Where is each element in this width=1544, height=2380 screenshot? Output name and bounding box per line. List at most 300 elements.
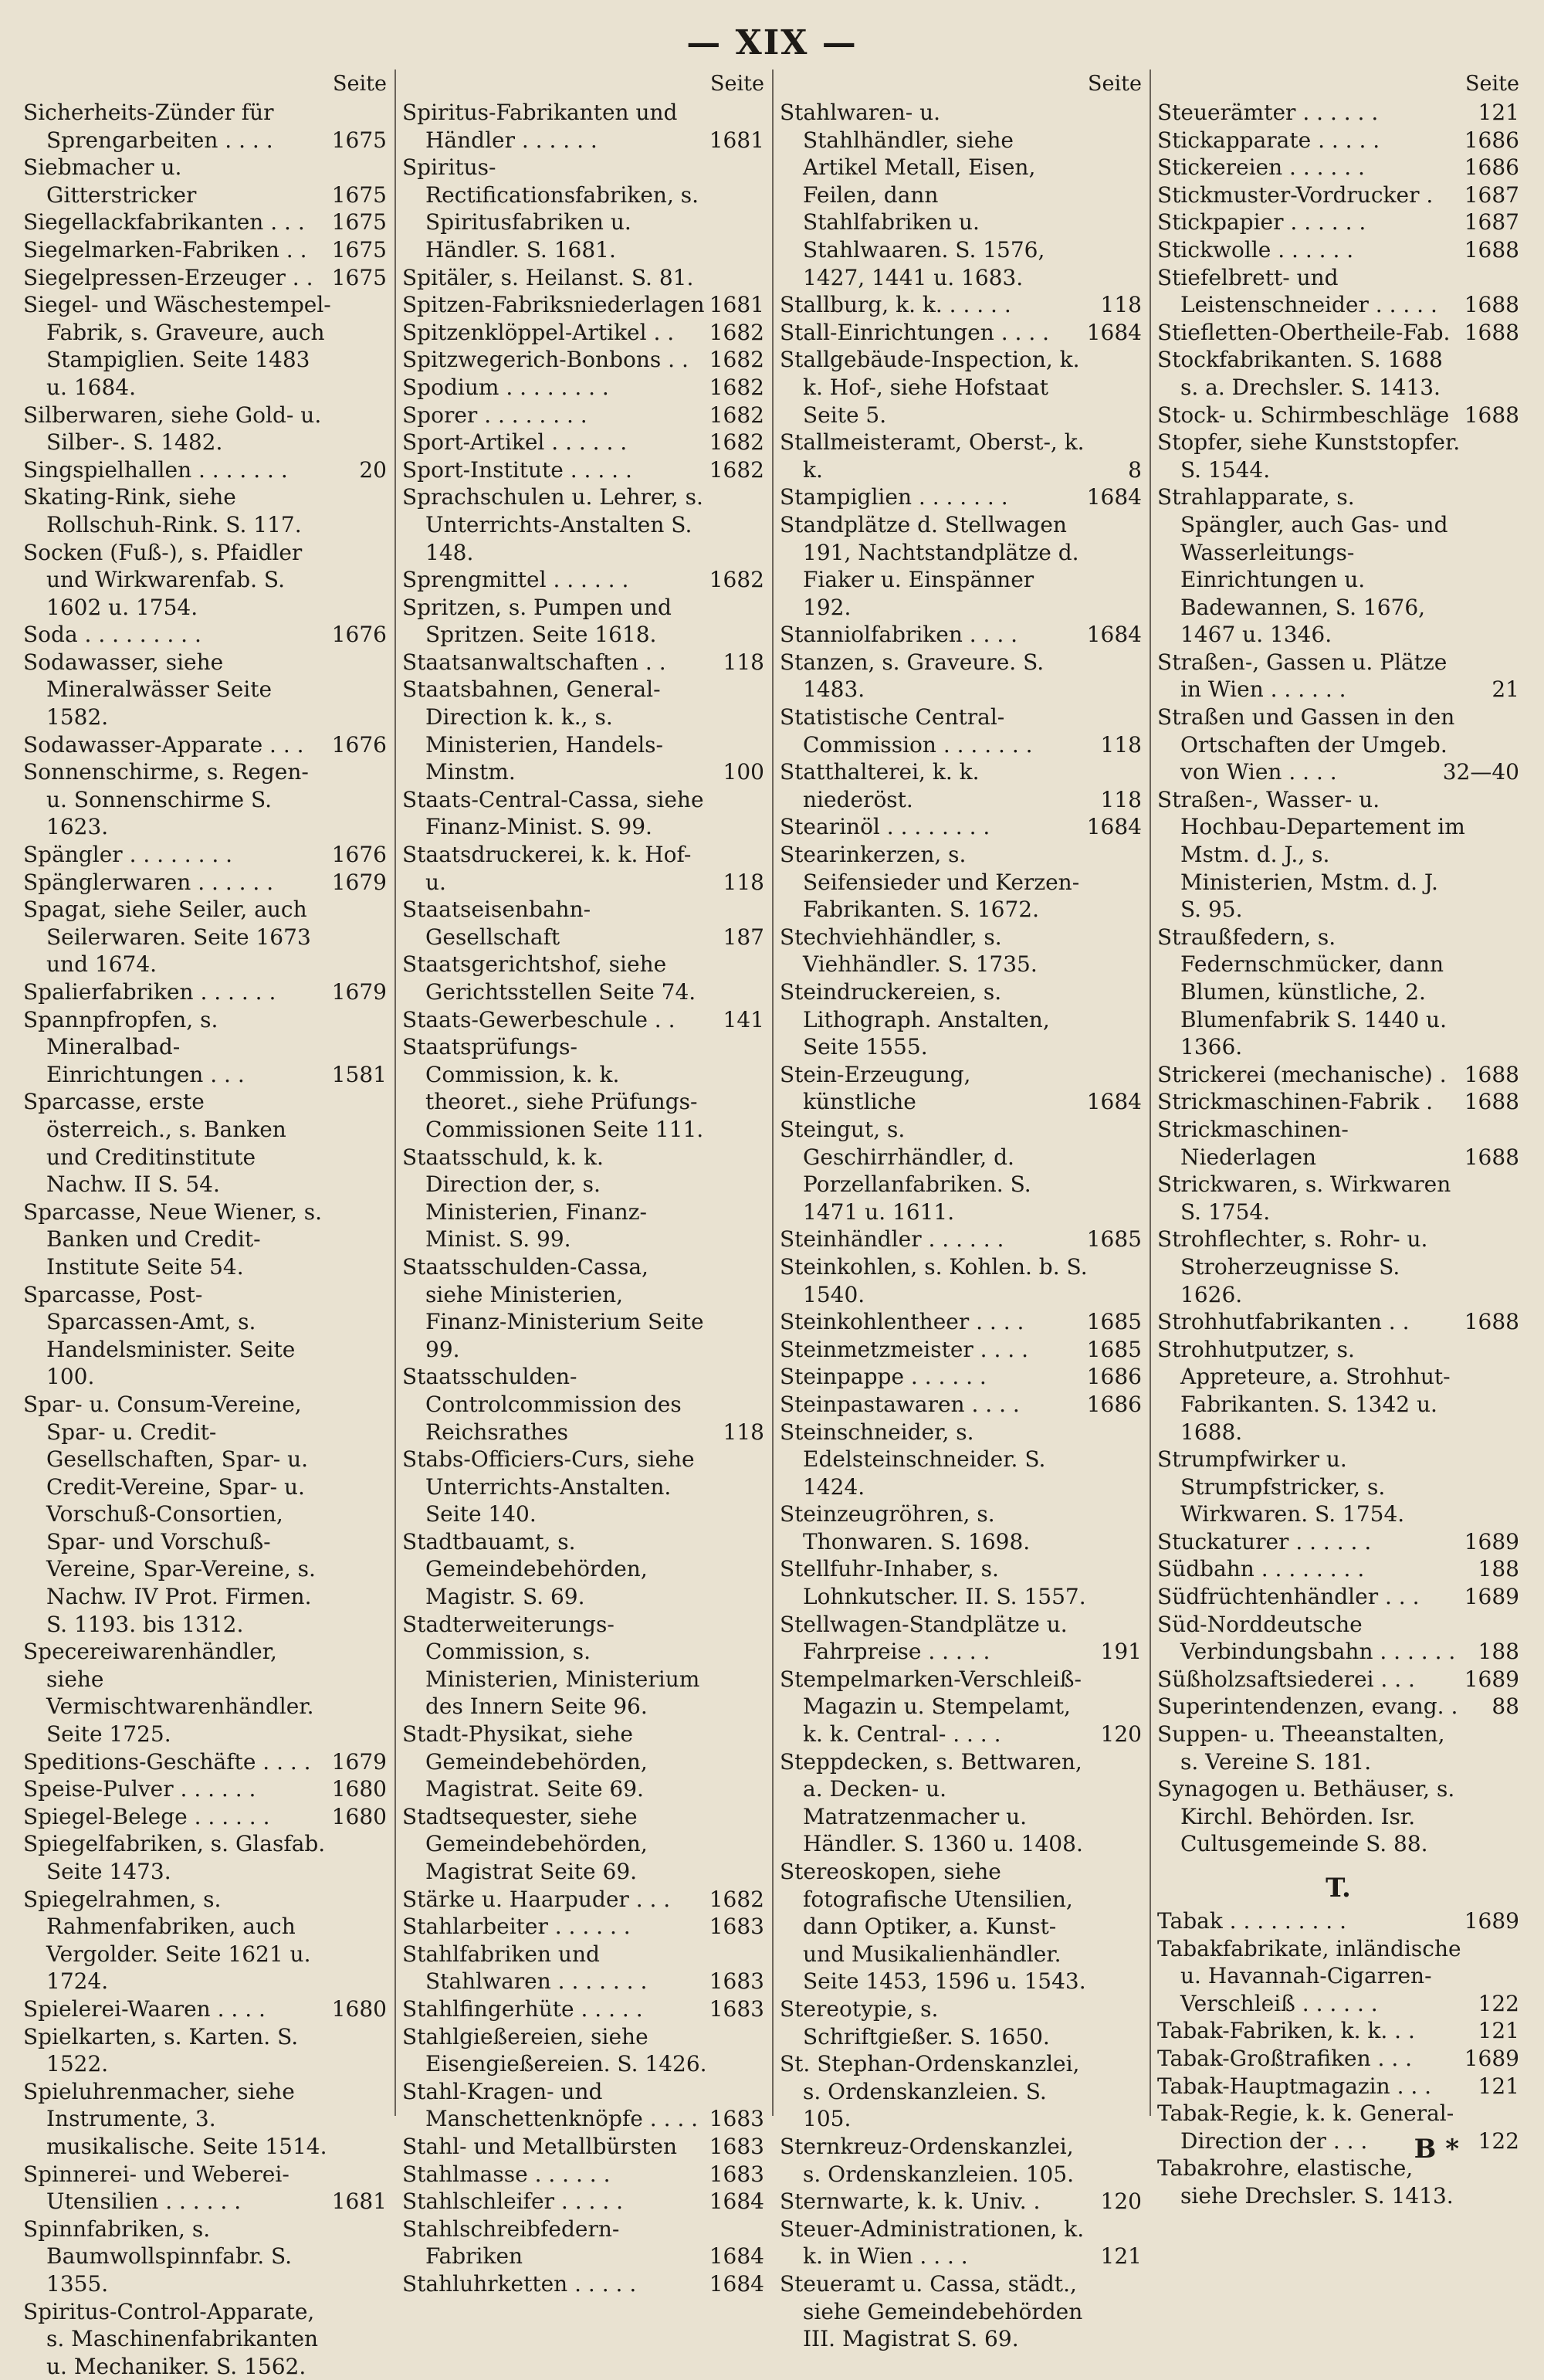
entry-term: St. Stephan-Ordenskanzlei, s. Ordenskanzleien. S. 105. [780,2051,1079,2131]
entry-term: Stahlschleifer . . . . . [402,2188,623,2214]
index-entry [23,1281,387,1391]
entry-term: Speise-Pulver . . . . . . [23,1776,256,1802]
entry-list [402,99,764,2298]
index-entry [1157,1088,1519,1116]
index-entry [1157,1226,1519,1308]
entry-list [780,99,1142,2353]
index-entry [402,951,764,1005]
entry-term: Stickpapier . . . . . . [1157,209,1366,235]
entry-term: Suppen- u. Theeanstalten, s. Vereine S. 181. [1157,1721,1444,1775]
entry-term: Stereoskopen, siehe fotografische Utensilien, dann Optiker, a. Kunst- und Musikalienhändler. Seite 1453, 1596 u. 1543. [780,1859,1086,1994]
entry-term: Sprengmittel . . . . . . [402,567,628,592]
entry-page-number: 1685 [1087,1308,1142,1336]
index-entry [402,1995,764,2023]
index-entry [402,1446,764,1528]
entry-term: Tabak-Fabriken, k. k. . . [1157,2018,1415,2043]
column-heading: Seite [402,70,764,99]
entry-term: Steuer-Administrationen, k. k. in Wien . . . . [780,2216,1084,2270]
index-entry [1157,236,1519,264]
index-entry [1157,154,1519,181]
index-entry [402,2023,764,2078]
entry-term: Tabak-Großtrafiken . . . [1157,2046,1412,2071]
index-entry [23,1775,387,1803]
entry-term: Sternkreuz-Ordenskanzlei, s. Ordenskanzleien. 105. [780,2134,1074,2187]
index-entry [780,1391,1142,1419]
entry-term: Sport-Institute . . . . . [402,457,632,483]
entry-term: Spalierfabriken . . . . . . [23,979,276,1005]
entry-term: Staatsgerichtshof, siehe Gerichtsstellen Seite 74. [402,951,696,1005]
index-entry [402,1803,764,1886]
index-entry [780,649,1142,703]
index-entry [402,1006,764,1034]
entry-term: Süßholzsaftsiederei . . . [1157,1666,1415,1692]
entry-page-number: 21 [1492,676,1519,703]
entry-term: Strohflechter, s. Rohr- u. Stroherzeugnisse S. 1626. [1157,1226,1427,1307]
entry-term: Spar- u. Consum-Vereine, Spar- u. Credit-Gesellschaften, Spar- u. Credit-Vereine, Spar- u. Vorschuß-Consortien, Spar- und Vorschuß-Vereine, Spar-Vereine, s. Nachw. IV Prot. Firmen. S. 1193. bis 1312. [23,1392,316,1637]
entry-term: Sport-Artikel . . . . . . [402,429,627,455]
entry-term: Steppdecken, s. Bettwaren, a. Decken- u. Matratzenmacher u. Händler. S. 1360 u. 1408. [780,1749,1083,1857]
index-entry [780,483,1142,511]
index-entry [780,2216,1142,2270]
entry-term: Sodawasser-Apparate . . . [23,732,304,758]
index-entry [23,236,387,264]
entry-term: Straußfedern, s. Federnschmücker, dann Blumen, künstliche, 2. Blumenfabrik S. 1440 u. 1366. [1157,924,1447,1059]
entry-term: Stereotypie, s. Schriftgießer. S. 1650. [780,1996,1050,2049]
entry-page-number: 118 [1101,291,1142,319]
entry-page-number: 1680 [332,1775,387,1803]
entry-term: Siegellackfabrikanten . . . [23,209,305,235]
entry-term: Stockfabrikanten. S. 1688 s. a. Drechsler. S. 1413. [1157,347,1443,400]
index-entry [402,264,764,292]
index-entry [1157,2073,1519,2100]
entry-page-number: 121 [1478,2017,1519,2045]
index-entry [1157,2045,1519,2073]
entry-term: Steinkohlentheer . . . . [780,1309,1024,1334]
entry-page-number: 122 [1478,1990,1519,2018]
entry-term: Strohhutfabrikanten . . [1157,1309,1410,1334]
index-entry [1157,1446,1519,1528]
section-letter: T. [1157,1869,1519,1907]
index-entry [780,703,1142,758]
entry-term: Spiegel-Belege . . . . . . [23,1804,270,1829]
entry-term: Sternwarte, k. k. Univ. . [780,2188,1040,2214]
index-entry [402,2161,764,2188]
entry-page-number: 1682 [709,402,764,429]
entry-term: Spänglerwaren . . . . . . [23,870,273,895]
entry-term: Steinmetzmeister . . . . [780,1337,1028,1362]
index-entry [23,1638,387,1748]
index-entry [780,1555,1142,1610]
entry-term: Stahlarbeiter . . . . . . [402,1914,631,1939]
index-entry [23,1803,387,1831]
section-entry-list [1157,1907,1519,2210]
index-column-3 [772,70,1150,2116]
entry-term: Spagat, siehe Seiler, auch Seilerwaren. Seite 1673 und 1674. [23,897,311,977]
index-entry [402,841,764,896]
index-entry [780,1858,1142,1995]
entry-page-number: 88 [1492,1693,1519,1721]
index-entry [402,374,764,402]
index-entry [23,2216,387,2298]
index-entry [23,1198,387,1281]
entry-term: Stampiglien . . . . . . . [780,484,1008,510]
index-entry [402,99,764,154]
index-entry [23,2161,387,2216]
entry-term: Stempelmarken-Verschleiß-Magazin u. Stempelamt, k. k. Central- . . . . [780,1666,1082,1747]
index-entry [23,1748,387,1776]
entry-list [23,99,387,2380]
entry-term: Staatseisenbahn-Gesellschaft [402,897,591,950]
index-entry [23,649,387,731]
entry-page-number: 1676 [332,621,387,649]
entry-term: Stahlwaren- u. Stahlhändler, siehe Artikel Metall, Eisen, Feilen, dann Stahlfabriken u. Stahlwaaren. S. 1576, 1427, 1441 u. 1683. [780,100,1045,290]
entry-page-number: 20 [359,456,387,484]
entry-term: Spieluhrenmacher, siehe Instrumente, 3. musikalische. Seite 1514. [23,2079,327,2159]
entry-page-number: 1688 [1464,319,1519,347]
entry-term: Spitzenklöppel-Artikel . . [402,320,674,345]
entry-term: Skating-Rink, siehe Rollschuh-Rink. S. 117. [23,484,302,537]
entry-term: Straßen-, Wasser- u. Hochbau-Departement im Mstm. d. J., s. Ministerien, Mstm. d. J. S. 95. [1157,787,1465,922]
index-entry [1157,1528,1519,1556]
index-entry [402,566,764,594]
entry-term: Südfrüchtenhändler . . . [1157,1584,1420,1609]
index-entry [402,2078,764,2133]
index-entry [780,319,1142,347]
entry-page-number: 1689 [1464,2045,1519,2073]
entry-page-number: 1684 [709,2243,764,2270]
entry-term: Stechviehhändler, s. Viehhändler. S. 1735. [780,924,1038,978]
index-entry [1157,1583,1519,1611]
entry-term: Strohhutputzer, s. Appreteure, a. Strohhut-Fabrikanten. S. 1342 u. 1688. [1157,1337,1451,1445]
entry-term: Stopfer, siehe Kunststopfer. S. 1544. [1157,429,1460,483]
index-entry [402,291,764,319]
entry-term: Strickerei (mechanische) . [1157,1062,1447,1087]
index-entry [402,2270,764,2298]
entry-term: Tabak . . . . . . . . . [1157,1908,1346,1934]
entry-term: Siegelmarken-Fabriken . . [23,237,306,263]
entry-page-number: 1684 [709,2270,764,2298]
entry-term: Steueramt u. Cassa, städt., siehe Gemeindebehörden III. Magistrat S. 69. [780,2271,1082,2351]
index-entry [23,291,387,401]
entry-term: Spinnerei- und Weberei-Utensilien . . . . . . [23,2161,290,2215]
index-entry [402,483,764,566]
entry-term: Stellwagen-Standplätze u. Fahrpreise . . . . . [780,1612,1068,1665]
index-entry [23,896,387,978]
index-entry [780,1748,1142,1858]
entry-page-number: 1681 [709,291,764,319]
entry-term: Stickapparate . . . . . [1157,127,1380,153]
index-entry [1157,2100,1519,2155]
entry-term: Spiegelfabriken, s. Glasfab. Seite 1473. [23,1831,325,1884]
entry-page-number: 1675 [332,236,387,264]
index-entry [1157,1308,1519,1336]
entry-term: Steingut, s. Geschirrhändler, d. Porzellanfabriken. S. 1471 u. 1611. [780,1117,1031,1225]
index-entry [780,1363,1142,1391]
entry-term: Staatsdruckerei, k. k. Hof- u. [402,842,691,895]
index-entry [402,1253,764,1363]
entry-term: Stahlfabriken und Stahlwaren . . . . . . . [402,1941,647,1995]
entry-page-number: 1675 [332,127,387,154]
entry-term: Stahl- und Metallbürsten [402,2134,677,2159]
index-entry [23,621,387,649]
index-entry [23,1995,387,2023]
entry-page-number: 1681 [709,127,764,154]
entry-page-number: 1681 [332,2188,387,2216]
entry-term: Straßen-, Gassen u. Plätze in Wien . . . . . . [1157,649,1447,703]
entry-term: Strickwaren, s. Wirkwaren S. 1754. [1157,1171,1451,1225]
entry-term: Spritzen, s. Pumpen und Spritzen. Seite 1618. [402,595,672,648]
index-entry [1157,127,1519,154]
entry-term: Stearinöl . . . . . . . . [780,814,990,839]
entry-page-number: 1684 [1087,483,1142,511]
entry-term: Stabs-Officiers-Curs, siehe Unterrichts-Anstalten. Seite 140. [402,1446,695,1527]
entry-term: Soda . . . . . . . . . [23,622,201,647]
index-entry [402,1528,764,1611]
index-entry [402,1886,764,1914]
entry-term: Siebmacher u. Gitterstricker [23,154,196,208]
index-entry [780,429,1142,483]
entry-term: Spannpfropfen, s. Mineralbad-Einrichtungen . . . [23,1007,245,1087]
entry-term: Stickmuster-Vordrucker . [1157,182,1433,208]
index-entry [402,1144,764,1253]
index-entry [23,1830,387,1885]
index-entry [1157,181,1519,209]
entry-term: Sonnenschirme, s. Regen- u. Sonnenschirme S. 1623. [23,759,309,839]
entry-term: Stadtbauamt, s. Gemeindebehörden, Magistr. S. 69. [402,1529,648,1609]
entry-list [1157,99,1519,1858]
entry-term: Staatsschulden-Cassa, siehe Ministerien, Finanz-Ministerium Seite 99. [402,1254,704,1362]
index-columns [17,70,1527,2116]
entry-page-number: 1682 [709,319,764,347]
index-entry [1157,1907,1519,1935]
entry-term: Steinpappe . . . . . . [780,1364,987,1389]
entry-page-number: 1683 [709,2105,764,2133]
index-entry [1157,1775,1519,1858]
entry-term: Staatsanwaltschaften . . [402,649,666,675]
index-entry [23,978,387,1006]
index-entry [402,2216,764,2270]
entry-page-number: 1683 [709,1995,764,2023]
index-entry [780,1500,1142,1555]
entry-term: Stärke u. Haarpuder . . . [402,1887,670,1912]
entry-term: Stahlmasse . . . . . . [402,2161,610,2187]
column-heading: Seite [780,70,1142,99]
entry-page-number: 1682 [709,346,764,374]
index-entry [1157,429,1519,483]
entry-term: Strahlapparate, s. Spängler, auch Gas- und Wasserleitungs-Einrichtungen u. Badewannen, S. 1676, 1467 u. 1346. [1157,484,1448,647]
index-entry [402,676,764,785]
column-heading: Seite [23,70,387,99]
entry-page-number: 1685 [1087,1226,1142,1253]
index-entry [402,346,764,374]
entry-page-number: 1689 [1464,1583,1519,1611]
entry-term: Stanzen, s. Graveure. S. 1483. [780,649,1044,703]
entry-page-number: 1686 [1087,1391,1142,1419]
entry-term: Stock- u. Schirmbeschläge [1157,402,1449,428]
entry-term: Standplätze d. Stellwagen 191, Nachtstandplätze d. Fiaker u. Einspänner 192. [780,512,1079,620]
entry-page-number: 1680 [332,1803,387,1831]
entry-term: Statistische Central-Commission . . . . . . . [780,704,1033,758]
index-entry [1157,2155,1519,2209]
entry-term: Stadt-Physikat, siehe Gemeindebehörden, Magistrat. Seite 69. [402,1721,648,1802]
entry-term: Süd-Norddeutsche Verbindungsbahn . . . . . . [1157,1612,1455,1665]
entry-page-number: 1682 [709,566,764,594]
entry-page-number: 1689 [1464,1907,1519,1935]
column-heading: Seite [1157,70,1519,99]
entry-page-number: 121 [1101,2243,1142,2270]
index-entry [780,1116,1142,1226]
entry-page-number: 1676 [332,841,387,869]
index-entry [780,2050,1142,2133]
index-column-2 [394,70,772,2116]
index-entry [402,1363,764,1446]
entry-term: Siegel- und Wäschestempel-Fabrik, s. Graveure, auch Stampiglien. Seite 1483 u. 1684. [23,292,331,400]
entry-page-number: 1685 [1087,1336,1142,1364]
index-column-1 [17,70,394,2116]
index-entry [1157,1721,1519,1775]
index-entry [23,99,387,154]
entry-term: Spiritus-Rectificationsfabriken, s. Spiritusfabriken u. Händler. S. 1681. [402,154,699,263]
index-entry [780,758,1142,813]
entry-term: Straßen und Gassen in den Ortschaften der Umgeb. von Wien . . . . [1157,704,1454,785]
entry-page-number: 1683 [709,1968,764,1995]
entry-term: Steinzeugröhren, s. Thonwaren. S. 1698. [780,1501,1030,1554]
entry-term: Tabak-Regie, k. k. General-Direction der . . . [1157,2100,1454,2154]
index-entry [780,1995,1142,2050]
entry-page-number: 1684 [709,2188,764,2216]
index-entry [780,1253,1142,1308]
entry-page-number: 1688 [1464,1088,1519,1116]
index-entry [402,154,764,263]
entry-term: Stadterweiterungs-Commission, s. Ministerien, Ministerium des Innern Seite 96. [402,1612,699,1720]
index-entry [780,1336,1142,1364]
entry-page-number: 1682 [709,429,764,456]
entry-page-number: 1581 [332,1061,387,1089]
entry-term: Steuerämter . . . . . . [1157,100,1378,125]
entry-page-number: 1688 [1464,1308,1519,1336]
entry-page-number: 118 [1101,786,1142,814]
index-entry [402,429,764,456]
index-entry [1157,346,1519,401]
index-entry [1157,1693,1519,1721]
index-entry [780,1419,1142,1501]
entry-term: Sprachschulen u. Lehrer, s. Unterrichts-Anstalten S. 148. [402,484,703,564]
index-entry [1157,402,1519,429]
entry-page-number: 1687 [1464,209,1519,236]
index-entry [780,1226,1142,1253]
entry-page-number: 1684 [1087,319,1142,347]
entry-term: Silberwaren, siehe Gold- u. Silber-. S. 1482. [23,402,321,456]
entry-term: Sodawasser, siehe Mineralwässer Seite 1582. [23,649,272,730]
index-entry [1157,1336,1519,1446]
index-entry [1157,99,1519,127]
index-entry [402,402,764,429]
entry-page-number: 1682 [709,456,764,484]
index-entry [23,2298,387,2380]
index-entry [23,539,387,622]
index-entry [1157,483,1519,649]
entry-term: Sparcasse, Post-Sparcassen-Amt, s. Handelsminister. Seite 100. [23,1282,295,1390]
entry-page-number: 188 [1478,1638,1519,1666]
entry-term: Tabakrohre, elastische, siehe Drechsler. S. 1413. [1157,2155,1454,2209]
index-entry [780,978,1142,1061]
signature-mark: B * [1414,2134,1459,2165]
index-entry [780,1666,1142,1748]
entry-term: Spitzwegerich-Bonbons . . [402,347,689,372]
index-entry [1157,703,1519,786]
entry-term: Staatsprüfungs-Commission, k. k. theoret., siehe Prüfungs-Commissionen Seite 111. [402,1034,703,1142]
index-entry [402,1611,764,1721]
entry-term: Staats-Central-Cassa, siehe Finanz-Minist. S. 99. [402,787,704,840]
index-entry [402,456,764,484]
entry-page-number: 141 [723,1006,764,1034]
entry-term: Stearinkerzen, s. Seifensieder und Kerzen-Fabrikanten. S. 1672. [780,842,1079,922]
entry-page-number: 1679 [332,978,387,1006]
entry-term: Siegelpressen-Erzeuger . . [23,265,313,290]
entry-term: Stahl-Kragen- und Manschettenknöpfe . . . . [402,2079,698,2132]
entry-term: Sicherheits-Zünder für Sprengarbeiten . . . . [23,100,274,153]
entry-page-number: 1689 [1464,1528,1519,1556]
entry-term: Stallmeisteramt, Oberst-, k. k. [780,429,1085,483]
index-entry [402,786,764,841]
entry-term: Stahlgießereien, siehe Eisengießereien. S. 1426. [402,2024,707,2077]
entry-term: Steindruckereien, s. Lithograph. Anstalten, Seite 1555. [780,979,1050,1059]
index-entry [402,1033,764,1143]
index-entry [1157,1666,1519,1693]
index-entry [23,731,387,759]
entry-page-number: 32—40 [1443,758,1519,786]
entry-page-number: 1675 [332,209,387,236]
entry-page-number: 188 [1478,1555,1519,1583]
entry-term: Staats-Gewerbeschule . . [402,1007,676,1032]
entry-term: Spielerei-Waaren . . . . [23,1996,266,2022]
entry-page-number: 1675 [332,264,387,292]
entry-term: Stallgebäude-Inspection, k. k. Hof-, siehe Hofstaat Seite 5. [780,347,1080,427]
index-entry [402,2133,764,2161]
index-entry [780,346,1142,429]
index-entry [780,2270,1142,2353]
entry-term: Spielkarten, s. Karten. S. 1522. [23,2024,298,2077]
entry-term: Stiefletten-Obertheile-Fab. [1157,320,1450,345]
entry-term: Specereiwarenhändler, siehe Vermischtwarenhändler. Seite 1725. [23,1639,314,1747]
entry-page-number: 1688 [1464,1144,1519,1171]
index-entry [23,456,387,484]
index-entry [402,896,764,951]
index-entry [23,264,387,292]
index-entry [23,758,387,841]
entry-page-number: 120 [1101,1721,1142,1748]
index-entry [1157,924,1519,1061]
entry-term: Steinhändler . . . . . . [780,1226,1004,1252]
entry-term: Tabakfabrikate, inländische u. Havannah-Cigarren-Verschleiß . . . . . . [1157,1936,1461,2016]
index-entry [1157,1935,1519,2018]
entry-term: Strumpfwirker u. Strumpfstricker, s. Wirkwaren. S. 1754. [1157,1446,1404,1527]
entry-term: Stickereien . . . . . . [1157,154,1365,180]
entry-term: Staatsschuld, k. k. Direction der, s. Ministerien, Finanz-Minist. S. 99. [402,1144,647,1253]
entry-term: Singspielhallen . . . . . . . [23,457,288,483]
entry-page-number: 1684 [1087,813,1142,841]
entry-term: Spinnfabriken, s. Baumwollspinnfabr. S. 1355. [23,2216,292,2297]
entry-term: Spitäler, s. Heilanst. S. 81. [402,265,693,290]
index-entry [1157,319,1519,347]
entry-term: Socken (Fuß-), s. Pfaidler und Wirkwarenfab. S. 1602 u. 1754. [23,540,302,620]
entry-term: Spiegelrahmen, s. Rahmenfabriken, auch Vergolder. Seite 1621 u. 1724. [23,1887,310,1995]
entry-term: Steinkohlen, s. Kohlen. b. S. 1540. [780,1254,1088,1307]
index-entry [23,841,387,869]
entry-term: Speditions-Geschäfte . . . . [23,1749,311,1775]
entry-term: Strickmaschinen-Niederlagen [1157,1117,1349,1170]
index-entry [1157,1611,1519,1666]
